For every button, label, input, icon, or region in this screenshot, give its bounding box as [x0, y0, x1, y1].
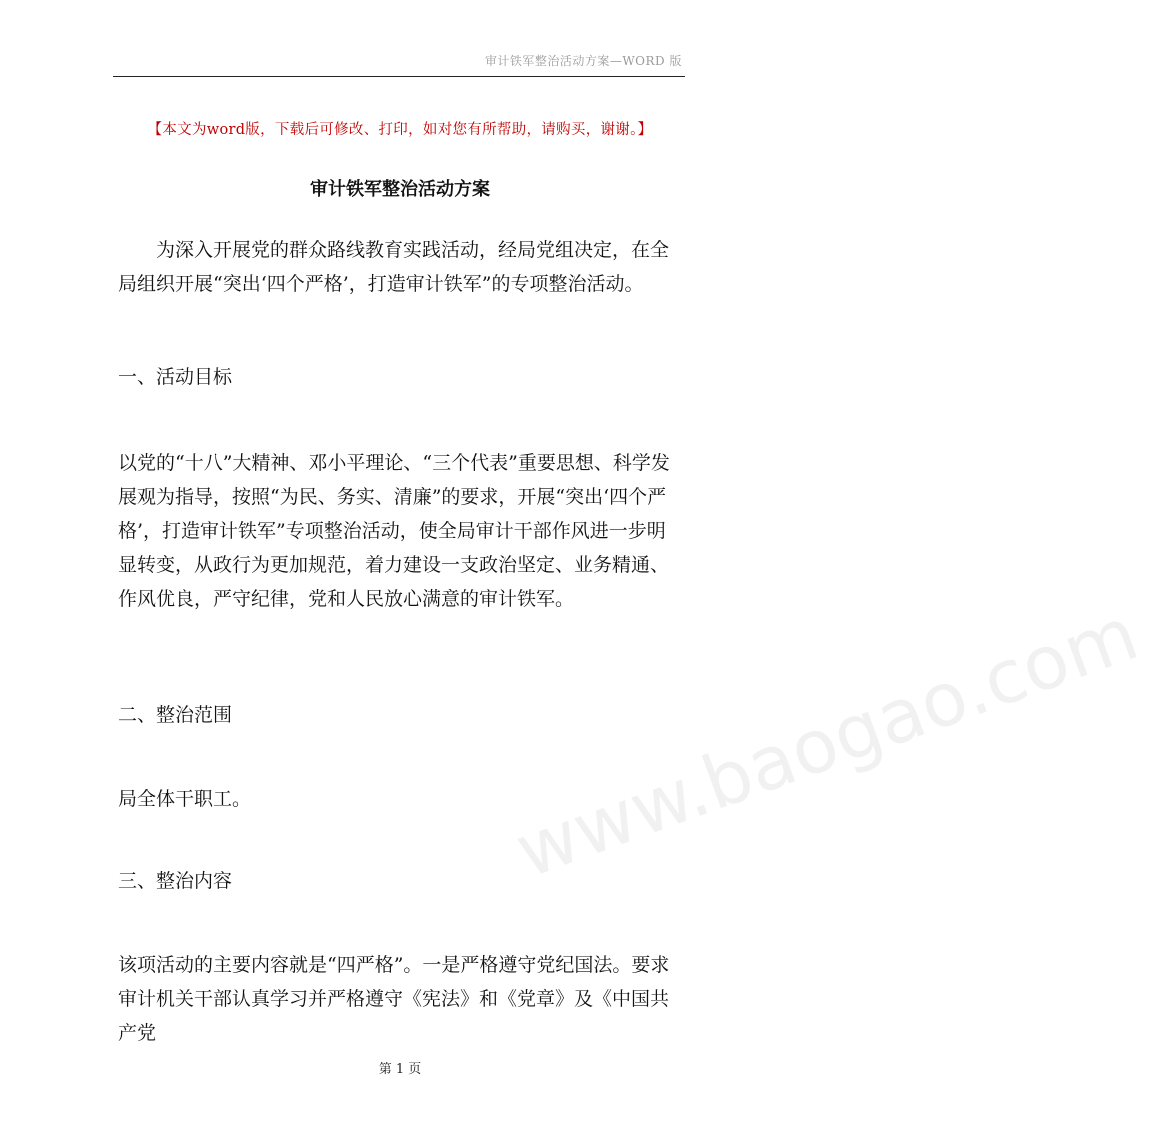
section-3-body: 该项活动的主要内容就是“四严格”。一是严格遵守党纪国法。要求审计机关干部认真学习并严格遵守《宪法》和《党章》及《中国共产党 [118, 954, 670, 1044]
page-header: 审计铁军整治活动方案—WORD 版 [484, 54, 682, 68]
page-number: 第 1 页 [378, 1062, 422, 1077]
section-1-heading: 一、活动目标 [118, 366, 233, 388]
intro-paragraph: 为深入开展党的群众路线教育实践活动，经局党组决定，在全局组织开展“突出‘四个严格’，打造审计铁军”的专项整治活动。 [118, 239, 670, 295]
section-2-heading: 二、整治范围 [118, 704, 233, 726]
header-divider [113, 76, 685, 77]
section-1-body: 以党的“十八”大精神、邓小平理论、“三个代表”重要思想、科学发展观为指导，按照“为民、务实、清廉”的要求，开展“突出‘四个严格’，打造审计铁军”专项整治活动，使全局审计干部作风进一步明显转变，从政行为更加规范，着力建设一支政治坚定、业务精通、作风优良，严守纪律，党和人民放心满意的审计铁军。 [118, 452, 670, 610]
section-3-heading: 三、整治内容 [118, 870, 233, 892]
document-title: 审计铁军整治活动方案 [310, 179, 490, 200]
section-2-body: 局全体干职工。 [118, 788, 252, 810]
watermark: www.baogao.com [505, 590, 1149, 896]
purchase-notice: 【本文为word版，下载后可修改、打印，如对您有所帮助，请购买，谢谢。】 [147, 122, 653, 138]
